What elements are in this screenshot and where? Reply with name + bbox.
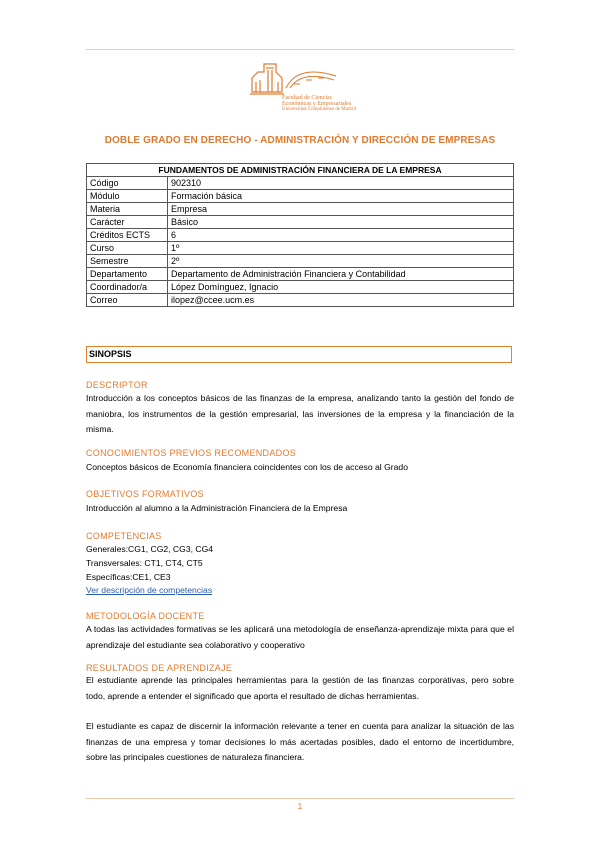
table-row [87, 203, 514, 216]
row-value: Departamento de Administración Financiera y Contabilidad [168, 268, 514, 281]
competencias-especificas: Específicas:CE1, CE3 [86, 572, 171, 582]
conocimientos-heading: CONOCIMIENTOS PREVIOS RECOMENDADOS [86, 448, 297, 458]
competencias-heading: COMPETENCIAS [86, 531, 162, 541]
row-label: Coordinador/a [87, 281, 168, 294]
row-label: Materia [87, 203, 168, 216]
logo-arcs-icon [250, 58, 350, 98]
row-label: Departamento [87, 268, 168, 281]
course-info-table [86, 163, 514, 307]
conocimientos-text: Conceptos básicos de Economía financiera coincidentes con los de acceso al Grado [86, 462, 408, 472]
row-value: 6 [168, 229, 514, 242]
header-rule [86, 49, 514, 50]
row-label: Correo [87, 294, 168, 307]
row-label: Curso [87, 242, 168, 255]
row-label: Créditos ECTS [87, 229, 168, 242]
competencias-link[interactable]: Ver descripción de competencias [86, 585, 213, 595]
table-row [87, 177, 514, 190]
table-header-row [87, 164, 514, 177]
table-row [87, 229, 514, 242]
table-row [87, 268, 514, 281]
logo-line-1: Facultad de Ciencias [282, 95, 332, 101]
metodologia-heading: METODOLOGÍA DOCENTE [86, 611, 205, 621]
table-row [87, 190, 514, 203]
logo-line-3: Universidad Complutense de Madrid [282, 107, 357, 112]
row-value: Empresa [168, 203, 514, 216]
row-value: Básico [168, 216, 514, 229]
footer-rule [86, 798, 514, 799]
row-value: ilopez@ccee.ucm.es [168, 294, 514, 307]
resultados-p2: El estudiante es capaz de discernir la información relevante a tener en cuenta para analizar la situación de las finanzas de una empresa y tomar decisiones lo más acertadas posibles, dado el entorno de incertidumbre, sobre las principales cuestiones de naturaleza financiera. [86, 721, 514, 762]
row-label: Módulo [87, 190, 168, 203]
competencias-generales: Generales:CG1, CG2, CG3, CG4 [86, 544, 214, 554]
row-value: 1º [168, 242, 514, 255]
objetivos-text: Introducción al alumno a la Administración Financiera de la Empresa [86, 503, 348, 513]
row-value: López Domínguez, Ignacio [168, 281, 514, 294]
page-number: 1 [297, 802, 303, 811]
objetivos-heading: OBJETIVOS FORMATIVOS [86, 489, 204, 499]
competencias-transversales: Transversales: CT1, CT4, CT5 [86, 558, 203, 568]
descriptor-heading: DESCRIPTOR [86, 380, 148, 390]
table-row [87, 216, 514, 229]
table-row [87, 255, 514, 268]
table-row [87, 242, 514, 255]
metodologia-text: A todas las actividades formativas se les aplicará una metodología de enseñanza-aprendizaje mixta para que el aprendizaje del estudiante sea colaborativo y cooperativo [86, 624, 514, 650]
faculty-logo [250, 58, 357, 116]
resultados-heading: RESULTADOS DE APRENDIZAJE [86, 663, 233, 673]
table-row [87, 281, 514, 294]
logo-line-2: Económicas y Empresariales [282, 101, 352, 107]
page-title: DOBLE GRADO EN DERECHO - ADMINISTRACIÓN Y DIRECCIÓN DE EMPRESAS [104, 135, 496, 146]
row-label: Carácter [87, 216, 168, 229]
row-value: 902310 [168, 177, 514, 190]
row-label: Código [87, 177, 168, 190]
sinopsis-header: SINOPSIS [86, 346, 512, 363]
row-value: Formación básica [168, 190, 514, 203]
row-label: Semestre [87, 255, 168, 268]
resultados-p1: El estudiante aprende las principales herramientas para la gestión de las finanzas corporativas, pero sobre todo, aprende a entender el significado que aporta el resultado de dichas herramientas. [86, 675, 514, 701]
descriptor-text: Introducción a los conceptos básicos de las finanzas de la empresa, analizando tanto la gestión del fondo de maniobra, los instrumentos de la gestión empresarial, las inversiones de la empresa y la financiación de la misma. [86, 393, 514, 434]
table-heading: FUNDAMENTOS DE ADMINISTRACIÓN FINANCIERA DE LA EMPRESA [87, 164, 514, 177]
table-row [87, 294, 514, 307]
row-value: 2º [168, 255, 514, 268]
